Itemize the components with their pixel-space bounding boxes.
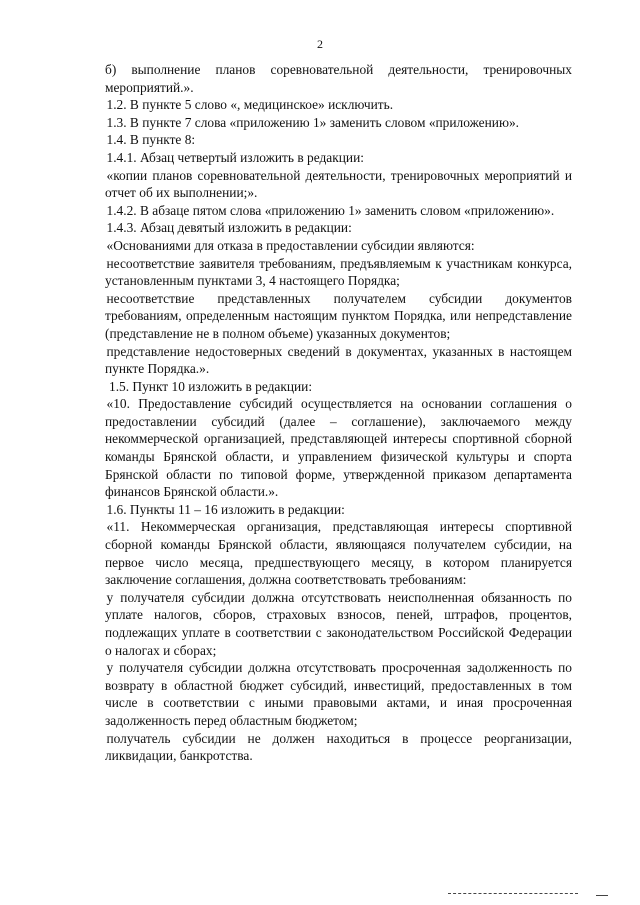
paragraph: у получателя субсидии должна отсутствовать просроченная задолженность по возврату в областной бюджет субсидий, инвестиций, предоставленных в том числе в соответствии с иными правовыми актами, и иная просроченная задолженность перед областным бюджетом; <box>105 660 572 728</box>
paragraph: у получателя субсидии должна отсутствовать неисполненная обязанность по уплате налогов, сборов, страховых взносов, пеней, штрафов, процентов, подлежащих уплате в соответствии с законодательством Российской Федерации о налогах и сборах; <box>105 589 572 658</box>
paragraph: 1.6. Пункты 11 – 16 изложить в редакции: <box>106 501 345 517</box>
paragraph: 1.2. В пункте 5 слово «, медицинское» исключить. <box>106 97 394 113</box>
paragraph: 1.5. Пункт 10 изложить в редакции: <box>109 378 313 394</box>
paragraph: 1.4.1. Абзац четвертый изложить в редакции: <box>106 149 364 165</box>
paragraph: несоответствие заявителя требованиям, предъявляемым к участникам конкурса, установленным пунктами 3, 4 настоящего Порядка; <box>105 255 572 289</box>
paragraph: 1.3. В пункте 7 слова «приложению 1» заменить словом «приложению». <box>106 114 519 130</box>
paragraph: 1.4. В пункте 8: <box>106 132 196 148</box>
paragraph: «11. Некоммерческая организация, представляющая интересы спортивной сборной команды Брянской области, являющаяся получателем субсидии, на первое число месяца, предшествующего месяцу, в котором планируется заключение соглашения, должна соответствовать требованиям: <box>105 519 572 588</box>
footer-mark <box>596 891 608 896</box>
paragraph: 1.4.2. В абзаце пятом слова «приложению 1» заменить словом «приложению». <box>106 202 555 218</box>
paragraph: «Основаниями для отказа в предоставлении субсидии являются: <box>106 237 475 253</box>
paragraph: представление недостоверных сведений в документах, указанных в настоящем пункте Порядка.». <box>105 343 572 377</box>
paragraph: несоответствие представленных получателем субсидии документов требованиям, определенным настоящим пунктом Порядка, или непредставление (представление не в полном объеме) указанных документов; <box>105 290 572 341</box>
paragraph: 1.4.3. Абзац девятый изложить в редакции: <box>106 220 352 236</box>
paragraph: «10. Предоставление субсидий осуществляется на основании соглашения о предоставлении субсидий (далее – соглашение), заключаемого между некоммерческой организацией, представляющей интересы спортивной сборной команды Брянской области, и управлением физической культуры и спорта Брянской области по типовой форме, утвержденной приказом департамента финансов Брянской области.». <box>105 396 572 500</box>
paragraph: «копии планов соревновательной деятельности, тренировочных мероприятий и отчет об их выполнении;». <box>105 167 572 201</box>
document-body <box>105 61 572 765</box>
footer-rule <box>448 893 578 894</box>
paragraph: б) выполнение планов соревновательной деятельности, тренировочных мероприятий.». <box>105 62 572 95</box>
paragraph: получатель субсидии не должен находиться в процессе реорганизации, ликвидации, банкротства. <box>105 730 572 764</box>
page-number: 2 <box>317 37 323 51</box>
